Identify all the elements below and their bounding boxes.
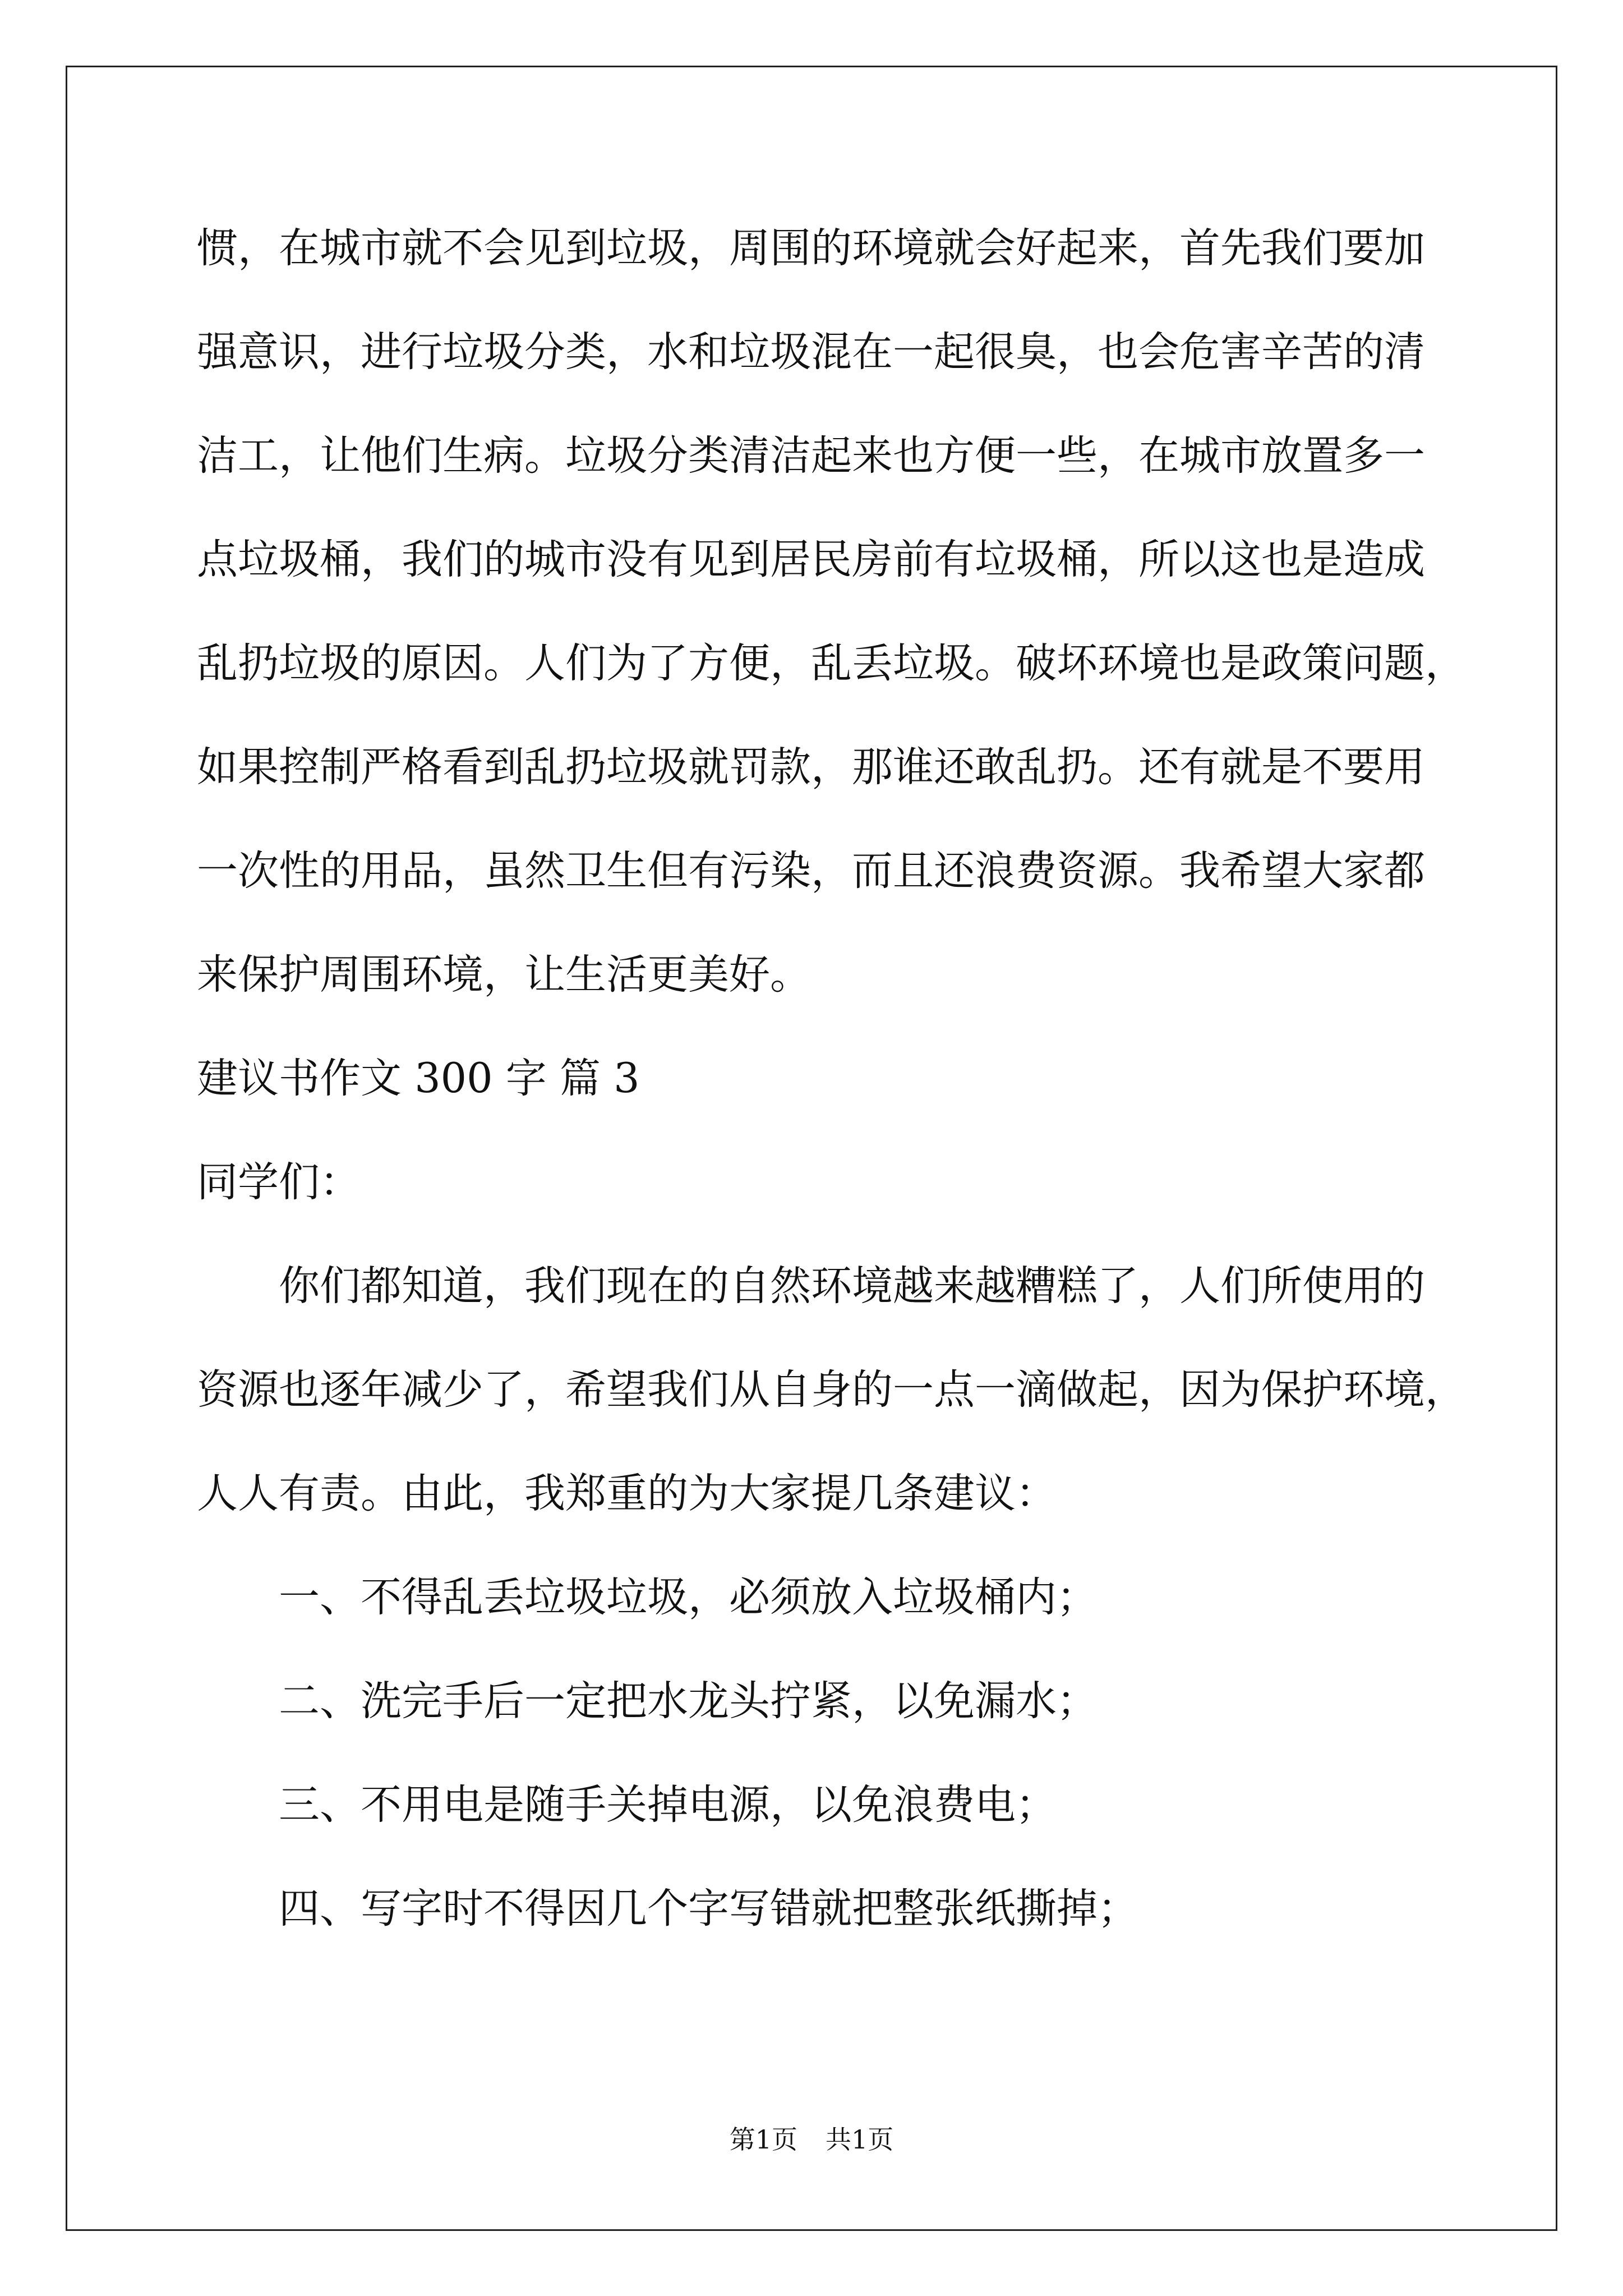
section-heading: 建议书作文 300 字 篇 3 xyxy=(197,1055,640,1102)
page-number: 第1页 xyxy=(729,2124,797,2155)
suggestion-item-1: 一、不得乱丢垃圾垃圾，必须放入垃圾桶内； xyxy=(279,1573,1098,1621)
suggestion-item-3: 三、不用电是随手关掉电源，以免浪费电； xyxy=(279,1781,1057,1829)
paragraph-line-11: 人人有责。由此，我郑重的为大家提几条建议： xyxy=(197,1470,1057,1517)
paragraph-line-2: 强意识，进行垃圾分类，水和垃圾混在一起很臭，也会危害辛苦的清 xyxy=(197,328,1425,376)
page-total: 共1页 xyxy=(826,2124,894,2155)
paragraph-line-5: 乱扔垃圾的原因。人们为了方便，乱丢垃圾。破坏环境也是政策问题， xyxy=(197,639,1466,687)
paragraph-line-3: 洁工，让他们生病。垃圾分类清洁起来也方便一些，在城市放置多一 xyxy=(197,432,1425,480)
paragraph-line-9: 你们都知道，我们现在的自然环境越来越糟糕了，人们所使用的 xyxy=(279,1262,1425,1310)
paragraph-line-6: 如果控制严格看到乱扔垃圾就罚款，那谁还敢乱扔。还有就是不要用 xyxy=(197,743,1425,791)
suggestion-item-4: 四、写字时不得因几个字写错就把整张纸撕掉； xyxy=(279,1885,1138,1932)
salutation: 同学们： xyxy=(197,1158,361,1206)
paragraph-line-7: 一次性的用品，虽然卫生但有污染，而且还浪费资源。我希望大家都 xyxy=(197,847,1425,895)
paragraph-line-8: 来保护周围环境，让生活更美好。 xyxy=(197,951,811,999)
paragraph-line-10: 资源也逐年减少了，希望我们从自身的一点一滴做起，因为保护环境， xyxy=(197,1366,1466,1414)
page-footer xyxy=(0,2123,1623,2156)
paragraph-line-1: 惯，在城市就不会见到垃圾，周围的环境就会好起来，首先我们要加 xyxy=(197,224,1425,272)
document-body xyxy=(197,215,1466,1979)
paragraph-line-4: 点垃圾桶，我们的城市没有见到居民房前有垃圾桶，所以这也是造成 xyxy=(197,536,1425,583)
suggestion-item-2: 二、洗完手后一定把水龙头拧紧，以免漏水； xyxy=(279,1677,1098,1725)
